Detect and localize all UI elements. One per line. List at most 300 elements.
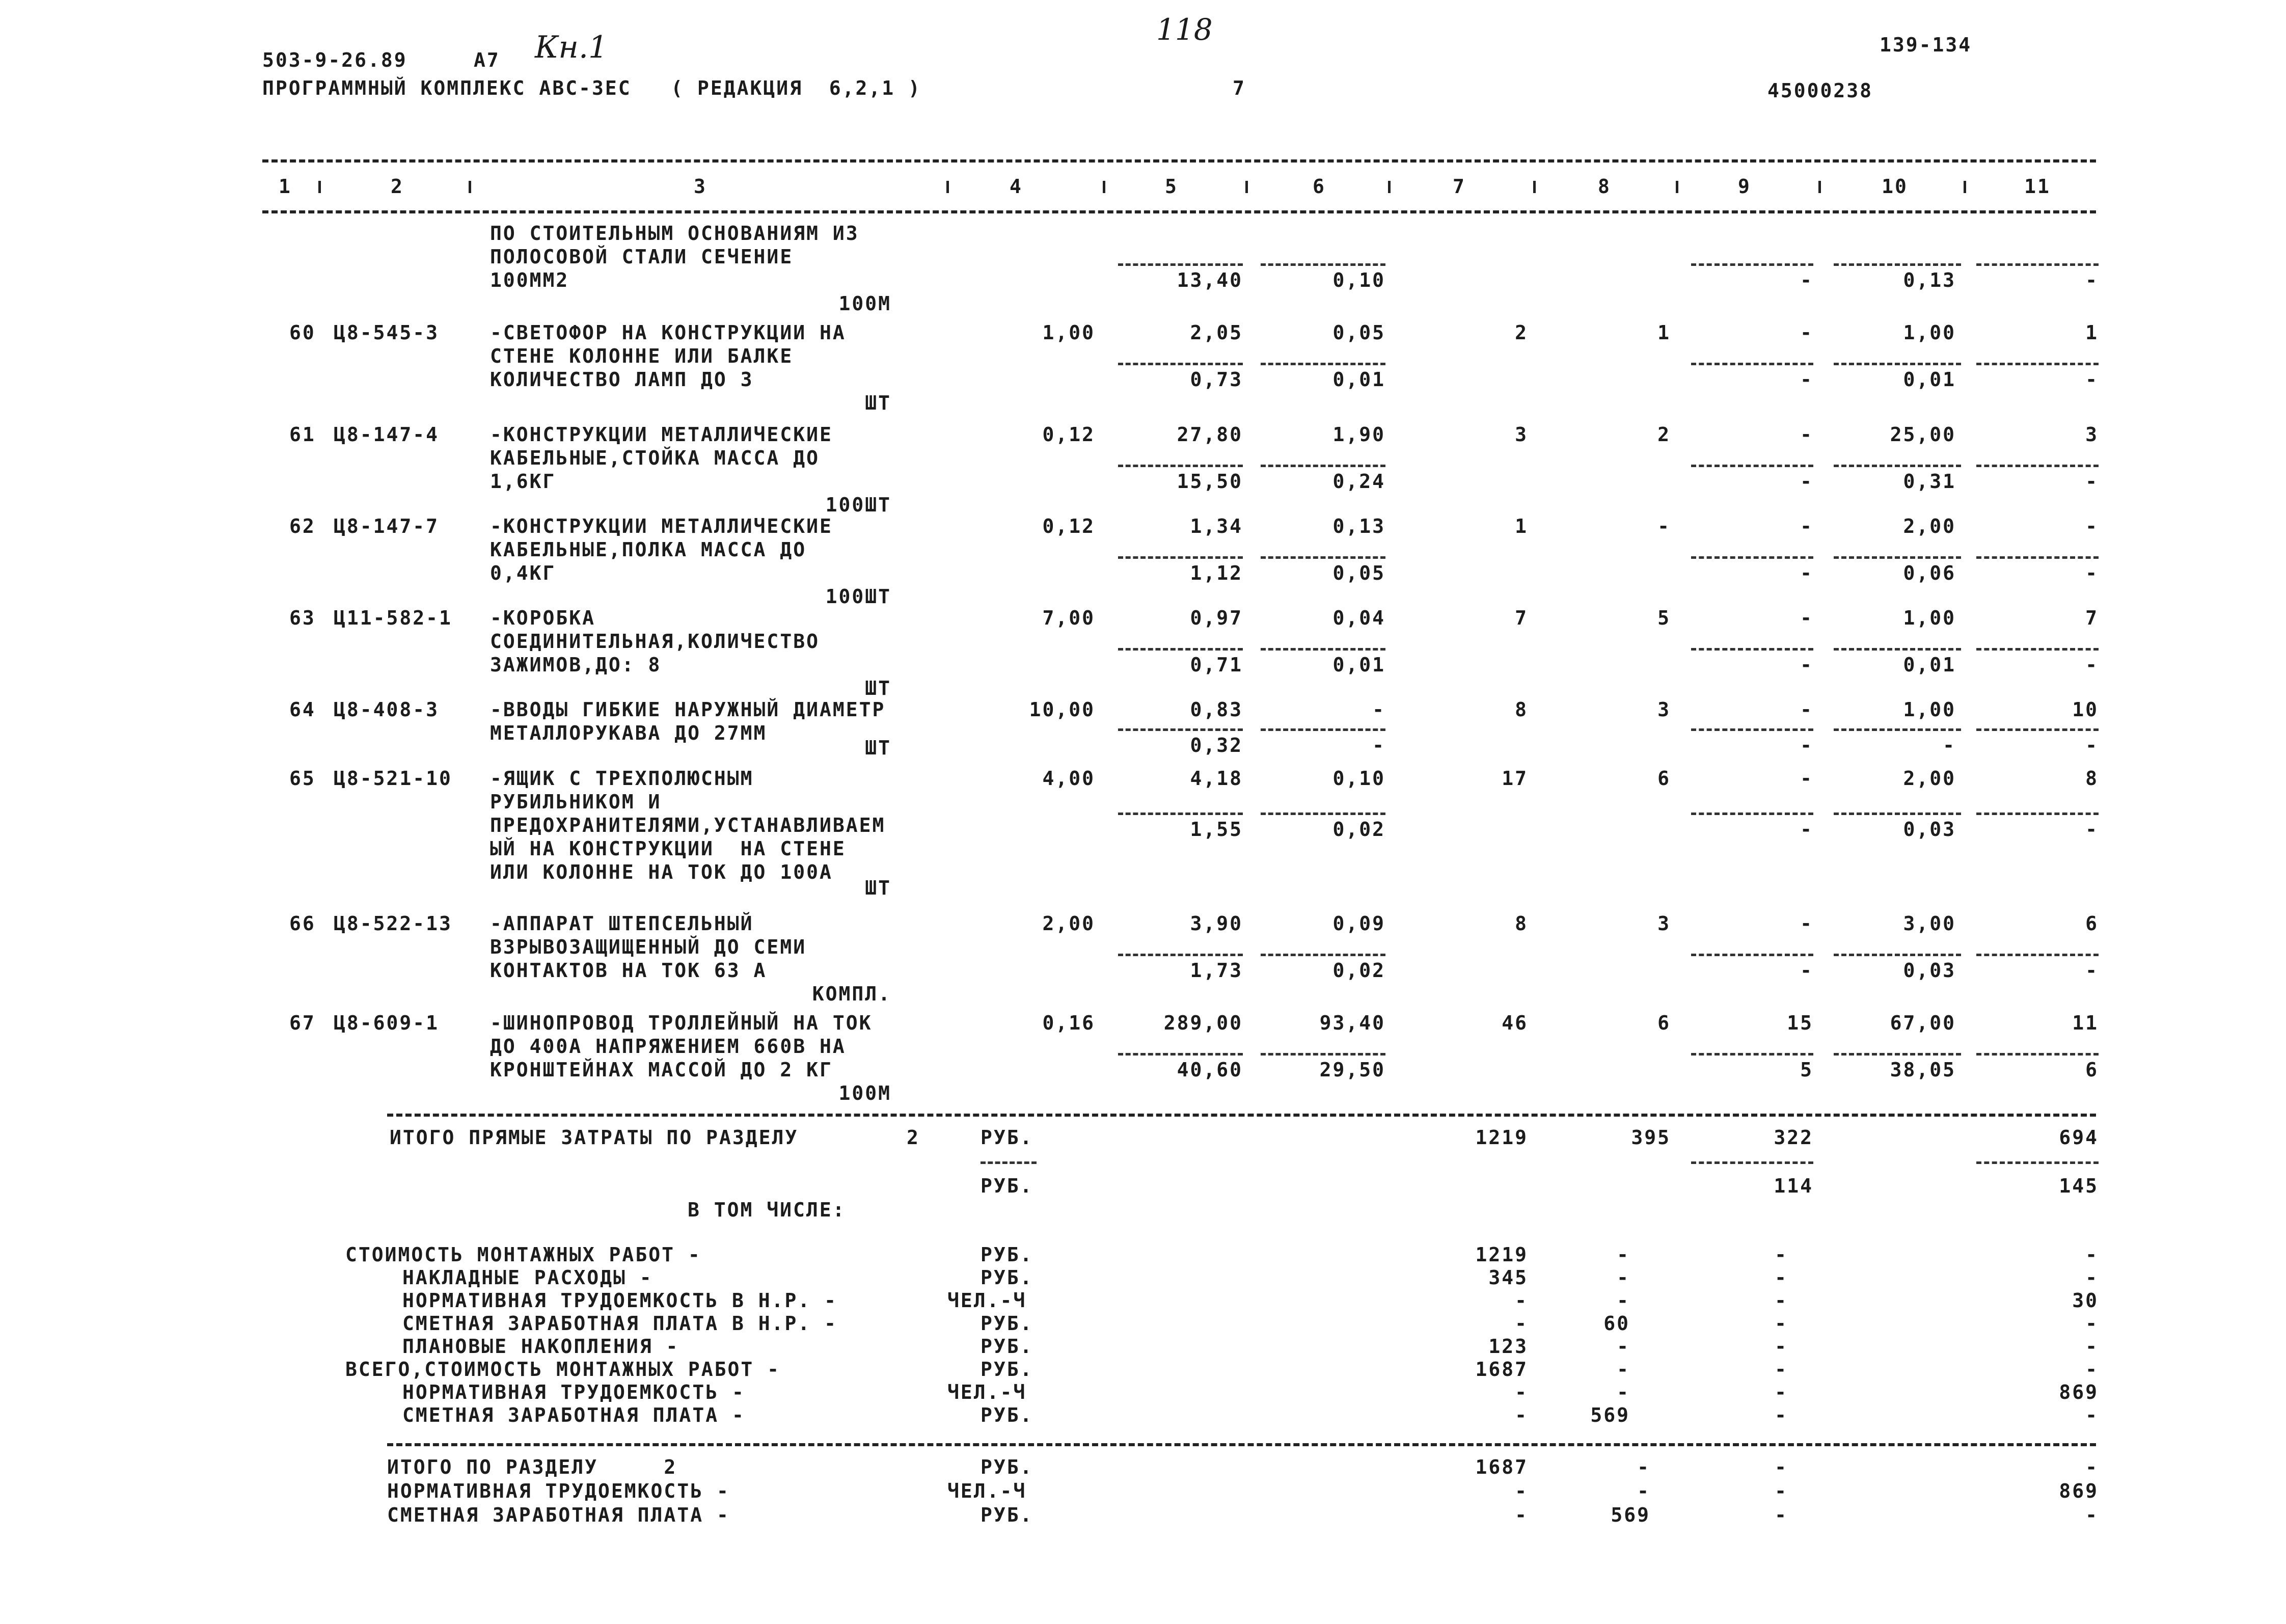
breakdown-col9: - xyxy=(1775,1266,1788,1289)
row-col8: - xyxy=(1657,515,1671,537)
row-col11-salary: - xyxy=(2085,269,2099,291)
column-number: 8 xyxy=(1598,175,1611,198)
row-code: Ц8-147-7 xyxy=(334,515,440,537)
row-col5: 0,83 xyxy=(1190,698,1243,721)
row-col10-salary: 0,13 xyxy=(1903,269,1956,291)
row-code: Ц11-582-1 xyxy=(334,607,452,629)
breakdown-col7: - xyxy=(1515,1312,1528,1335)
breakdown-col11: - xyxy=(2085,1404,2099,1426)
row-col10-salary: 0,03 xyxy=(1903,959,1956,982)
breakdown-unit: РУБ. xyxy=(981,1266,1033,1289)
row-col10-salary: 0,01 xyxy=(1903,368,1956,391)
breakdown-col9: - xyxy=(1775,1404,1788,1426)
doc-id: 45000238 xyxy=(1767,79,1873,102)
row-description-line: 1,6КГ xyxy=(490,470,556,493)
row-description-line: ДО 400А НАПРЯЖЕНИЕМ 660В НА xyxy=(490,1035,846,1058)
section-total-unit: ЧЕЛ.-Ч xyxy=(947,1480,1027,1502)
breakdown-col8: - xyxy=(1617,1358,1630,1381)
value-separator xyxy=(1834,363,1961,365)
row-col9-salary: - xyxy=(1800,734,1813,756)
column-number: 1 xyxy=(279,175,292,198)
row-col8: 1 xyxy=(1657,321,1671,344)
breakdown-unit: ЧЕЛ.-Ч xyxy=(947,1381,1027,1403)
row-number: 60 xyxy=(289,321,316,344)
row-number: 61 xyxy=(289,423,316,446)
row-code: Ц8-522-13 xyxy=(334,912,452,935)
row-unit: ШТ xyxy=(865,677,891,699)
breakdown-col8: - xyxy=(1617,1335,1630,1358)
section-total-label: НОРМАТИВНАЯ ТРУДОЕМКОСТЬ - xyxy=(387,1480,730,1502)
value-separator xyxy=(1691,1053,1813,1055)
column-separator xyxy=(1533,181,1536,193)
breakdown-label: СТОИМОСТЬ МОНТАЖНЫХ РАБОТ - xyxy=(345,1243,701,1266)
breakdown-label: СМЕТНАЯ ЗАРАБОТНАЯ ПЛАТА - xyxy=(402,1404,745,1426)
value-separator xyxy=(1691,465,1813,467)
column-number: 9 xyxy=(1738,175,1751,198)
row-description-line: 0,4КГ xyxy=(490,562,556,584)
value-separator xyxy=(1261,465,1385,467)
breakdown-col11: - xyxy=(2085,1312,2099,1335)
row-col10-salary: - xyxy=(1943,734,1956,756)
value-separator xyxy=(1976,954,2099,956)
breakdown-col8: - xyxy=(1617,1289,1630,1312)
value-separator xyxy=(1118,728,1243,731)
value-separator xyxy=(1118,465,1243,467)
row-description-line: ПОЛОСОВОЙ СТАЛИ СЕЧЕНИЕ xyxy=(490,246,794,268)
breakdown-unit: РУБ. xyxy=(981,1335,1033,1358)
row-description-line: -КОНСТРУКЦИИ МЕТАЛЛИЧЕСКИЕ xyxy=(490,423,833,446)
row-col5: 4,18 xyxy=(1190,767,1243,790)
row-col6: 0,09 xyxy=(1332,912,1385,935)
doc-range: 139-134 xyxy=(1880,34,1972,56)
row-unit: ШТ xyxy=(865,877,891,899)
including-label: В ТОМ ЧИСЛЕ: xyxy=(688,1199,846,1221)
total-direct-col7: 1219 xyxy=(1475,1126,1528,1149)
row-number: 63 xyxy=(289,607,316,629)
row-col11: 10 xyxy=(2072,698,2099,721)
row-col5-salary: 0,71 xyxy=(1190,654,1243,676)
row-col5: 27,80 xyxy=(1177,423,1243,446)
column-separator xyxy=(1245,181,1248,193)
row-col5: 2,05 xyxy=(1190,321,1243,344)
section-total-col11: - xyxy=(2085,1504,2099,1526)
breakdown-col9: - xyxy=(1775,1312,1788,1335)
breakdown-col7: - xyxy=(1515,1289,1528,1312)
row-col10: 3,00 xyxy=(1903,912,1956,935)
section-total-col11: 869 xyxy=(2059,1480,2099,1502)
section-total-col8: - xyxy=(1637,1456,1650,1478)
value-separator xyxy=(1834,954,1961,956)
value-separator xyxy=(1691,954,1813,956)
value-separator xyxy=(1976,556,2099,559)
row-col7: 46 xyxy=(1502,1012,1528,1034)
row-description-line: 100ММ2 xyxy=(490,269,569,291)
row-col11-salary: - xyxy=(2085,654,2099,676)
row-description-line: ЫЙ НА КОНСТРУКЦИИ НА СТЕНЕ xyxy=(490,837,846,860)
total-direct-label: ИТОГО ПРЯМЫЕ ЗАТРАТЫ ПО РАЗДЕЛУ xyxy=(390,1126,799,1149)
row-col11-salary: - xyxy=(2085,959,2099,982)
row-description-line: ИЛИ КОЛОННЕ НА ТОК ДО 100А xyxy=(490,861,833,883)
section-total-col7: - xyxy=(1515,1504,1528,1526)
row-col5-salary: 0,32 xyxy=(1190,734,1243,756)
row-quantity: 2,00 xyxy=(1042,912,1095,935)
row-description-line: -ВВОДЫ ГИБКИЕ НАРУЖНЫЙ ДИАМЕТР xyxy=(490,698,886,721)
row-description-line: -КОНСТРУКЦИИ МЕТАЛЛИЧЕСКИЕ xyxy=(490,515,833,537)
row-col11: 6 xyxy=(2085,912,2099,935)
row-col6-salary: 0,24 xyxy=(1332,470,1385,493)
sheet-label: А7 xyxy=(474,49,500,71)
row-quantity: 10,00 xyxy=(1029,698,1095,721)
value-separator xyxy=(981,1161,1037,1164)
value-separator xyxy=(1261,813,1385,815)
row-col6-salary: 0,01 xyxy=(1332,654,1385,676)
row-col5-salary: 40,60 xyxy=(1177,1059,1243,1081)
column-number: 2 xyxy=(391,175,404,198)
value-separator xyxy=(1691,263,1813,266)
total-direct-col11: 694 xyxy=(2059,1126,2099,1149)
breakdown-label: ПЛАНОВЫЕ НАКОПЛЕНИЯ - xyxy=(402,1335,679,1358)
section-total-col8: - xyxy=(1637,1480,1650,1502)
total-direct-col9-salary: 114 xyxy=(1774,1175,1813,1197)
section-total-label: ИТОГО ПО РАЗДЕЛУ 2 xyxy=(387,1456,677,1478)
row-col10-salary: 0,03 xyxy=(1903,818,1956,841)
row-unit: ШТ xyxy=(865,737,891,759)
row-code: Ц8-545-3 xyxy=(334,321,440,344)
row-unit: ШТ xyxy=(865,392,891,414)
column-separator xyxy=(318,181,321,193)
row-col9: - xyxy=(1800,698,1813,721)
breakdown-unit: РУБ. xyxy=(981,1243,1033,1266)
value-separator xyxy=(1834,813,1961,815)
page-number: 7 xyxy=(1233,77,1246,99)
row-col10: 1,00 xyxy=(1903,321,1956,344)
value-separator xyxy=(1261,1053,1385,1055)
section-total-unit: РУБ. xyxy=(981,1456,1033,1478)
value-separator xyxy=(1691,728,1813,731)
row-col9: - xyxy=(1800,912,1813,935)
value-separator xyxy=(1261,954,1385,956)
row-col6: 0,10 xyxy=(1332,767,1385,790)
row-col5-salary: 0,73 xyxy=(1190,368,1243,391)
section-total-col8: 569 xyxy=(1611,1504,1650,1526)
row-col6: 0,04 xyxy=(1332,607,1385,629)
section-total-col9: - xyxy=(1775,1456,1788,1478)
row-col7: 7 xyxy=(1515,607,1528,629)
value-separator xyxy=(1118,363,1243,365)
total-direct-col9: 322 xyxy=(1774,1126,1813,1149)
value-separator xyxy=(1118,954,1243,956)
row-col8: 3 xyxy=(1657,698,1671,721)
row-description-line: КОНТАКТОВ НА ТОК 63 А xyxy=(490,959,767,982)
breakdown-col8: 569 xyxy=(1590,1404,1630,1426)
section-total-rule xyxy=(387,1443,2096,1446)
value-separator xyxy=(1691,648,1813,651)
value-separator xyxy=(1261,263,1385,266)
breakdown-col8: - xyxy=(1617,1266,1630,1289)
row-description-line: -ШИНОПРОВОД ТРОЛЛЕЙНЫЙ НА ТОК xyxy=(490,1012,873,1034)
column-number: 3 xyxy=(694,175,707,198)
row-quantity: 0,16 xyxy=(1042,1012,1095,1034)
value-separator xyxy=(1976,1053,2099,1055)
row-col6: - xyxy=(1372,698,1385,721)
value-separator xyxy=(1691,1161,1813,1164)
row-col11: 3 xyxy=(2085,423,2099,446)
row-col9-salary: - xyxy=(1800,818,1813,841)
row-unit: 100ШТ xyxy=(825,494,891,516)
row-number: 62 xyxy=(289,515,316,537)
value-separator xyxy=(1976,728,2099,731)
column-number: 11 xyxy=(2024,175,2051,198)
section-total-col11: - xyxy=(2085,1456,2099,1478)
row-col11: 11 xyxy=(2072,1012,2099,1034)
row-number: 64 xyxy=(289,698,316,721)
row-description-line: ПО СТОИТЕЛЬНЫМ ОСНОВАНИЯМ ИЗ xyxy=(490,222,859,245)
row-col5-salary: 15,50 xyxy=(1177,470,1243,493)
breakdown-col8: - xyxy=(1617,1381,1630,1403)
book-label: Кн.1 xyxy=(535,30,608,65)
breakdown-col7: 123 xyxy=(1488,1335,1528,1358)
breakdown-col9: - xyxy=(1775,1358,1788,1381)
row-col7: 17 xyxy=(1502,767,1528,790)
breakdown-col9: - xyxy=(1775,1289,1788,1312)
column-separator xyxy=(1103,181,1105,193)
row-col5: 0,97 xyxy=(1190,607,1243,629)
handwritten-page-number: 118 xyxy=(1156,12,1213,47)
row-col7: 1 xyxy=(1515,515,1528,537)
value-separator xyxy=(1976,363,2099,365)
row-description-line: КАБЕЛЬНЫЕ,ПОЛКА МАССА ДО xyxy=(490,538,807,561)
row-description-line: ЗАЖИМОВ,ДО: 8 xyxy=(490,654,662,676)
row-code: Ц8-521-10 xyxy=(334,767,452,790)
row-description-line: СТЕНЕ КОЛОННЕ ИЛИ БАЛКЕ xyxy=(490,345,794,367)
breakdown-unit: ЧЕЛ.-Ч xyxy=(947,1289,1027,1312)
row-col8: 2 xyxy=(1657,423,1671,446)
row-description-line: -СВЕТОФОР НА КОНСТРУКЦИИ НА xyxy=(490,321,846,344)
value-separator xyxy=(1976,1161,2099,1164)
row-col5-salary: 1,73 xyxy=(1190,959,1243,982)
total-direct-col8: 395 xyxy=(1631,1126,1671,1149)
row-description-line: -ЯЩИК С ТРЕХПОЛЮСНЫМ xyxy=(490,767,754,790)
total-direct-unit: РУБ. xyxy=(981,1126,1033,1149)
value-separator xyxy=(1834,648,1961,651)
row-col6: 0,05 xyxy=(1332,321,1385,344)
value-separator xyxy=(1834,556,1961,559)
row-col8: 6 xyxy=(1657,767,1671,790)
section-total-col9: - xyxy=(1775,1504,1788,1526)
row-description-line: МЕТАЛЛОРУКАВА ДО 27ММ xyxy=(490,722,767,744)
value-separator xyxy=(1834,465,1961,467)
breakdown-col7: - xyxy=(1515,1381,1528,1403)
column-separator xyxy=(1964,181,1966,193)
value-separator xyxy=(1118,263,1243,266)
row-col7: 3 xyxy=(1515,423,1528,446)
total-direct-unit-salary: РУБ. xyxy=(981,1175,1033,1197)
row-quantity: 0,12 xyxy=(1042,423,1095,446)
value-separator xyxy=(1834,1053,1961,1055)
row-code: Ц8-609-1 xyxy=(334,1012,440,1034)
doc-code: 503-9-26.89 xyxy=(262,49,407,71)
row-col11-salary: - xyxy=(2085,818,2099,841)
breakdown-col11: - xyxy=(2085,1358,2099,1381)
value-separator xyxy=(1834,728,1961,731)
value-separator xyxy=(1261,728,1385,731)
breakdown-label: НОРМАТИВНАЯ ТРУДОЕМКОСТЬ В Н.Р. - xyxy=(402,1289,837,1312)
row-col9-salary: - xyxy=(1800,470,1813,493)
column-number: 4 xyxy=(1010,175,1023,198)
row-col8: 3 xyxy=(1657,912,1671,935)
row-col6: 93,40 xyxy=(1319,1012,1385,1034)
breakdown-label: СМЕТНАЯ ЗАРАБОТНАЯ ПЛАТА В Н.Р. - xyxy=(402,1312,837,1335)
value-separator xyxy=(1118,648,1243,651)
row-col6: 1,90 xyxy=(1332,423,1385,446)
column-separator xyxy=(1676,181,1678,193)
row-col5: 3,90 xyxy=(1190,912,1243,935)
column-number: 5 xyxy=(1165,175,1178,198)
value-separator xyxy=(1976,813,2099,815)
row-col7: 2 xyxy=(1515,321,1528,344)
row-col5-salary: 1,12 xyxy=(1190,562,1243,584)
row-col6-salary: 0,01 xyxy=(1332,368,1385,391)
row-col5-salary: 1,55 xyxy=(1190,818,1243,841)
row-col9-salary: - xyxy=(1800,368,1813,391)
breakdown-col11: 30 xyxy=(2072,1289,2099,1312)
value-separator xyxy=(1118,813,1243,815)
row-description-line: -АППАРАТ ШТЕПСЕЛЬНЫЙ xyxy=(490,912,754,935)
row-description-line: СОЕДИНИТЕЛЬНАЯ,КОЛИЧЕСТВО xyxy=(490,630,820,653)
column-separator xyxy=(1818,181,1821,193)
row-col10: 67,00 xyxy=(1890,1012,1956,1034)
section-total-unit: РУБ. xyxy=(981,1504,1033,1526)
column-number: 10 xyxy=(1882,175,1908,198)
breakdown-col7: - xyxy=(1515,1404,1528,1426)
value-separator xyxy=(1691,363,1813,365)
row-quantity: 4,00 xyxy=(1042,767,1095,790)
value-separator xyxy=(1691,556,1813,559)
column-separator xyxy=(1388,181,1391,193)
breakdown-col7: 345 xyxy=(1488,1266,1528,1289)
breakdown-unit: РУБ. xyxy=(981,1312,1033,1335)
row-unit: 100ШТ xyxy=(825,585,891,608)
breakdown-col9: - xyxy=(1775,1381,1788,1403)
row-unit: 100М xyxy=(838,1082,891,1104)
row-col9-salary: 5 xyxy=(1800,1059,1813,1081)
row-quantity: 7,00 xyxy=(1042,607,1095,629)
breakdown-label: НОРМАТИВНАЯ ТРУДОЕМКОСТЬ - xyxy=(402,1381,745,1403)
row-col9: 15 xyxy=(1787,1012,1813,1034)
table-top-rule xyxy=(262,159,2096,163)
section-total-col7: - xyxy=(1515,1480,1528,1502)
value-separator xyxy=(1261,556,1385,559)
column-number: 7 xyxy=(1453,175,1466,198)
row-col10: 2,00 xyxy=(1903,515,1956,537)
breakdown-col11: - xyxy=(2085,1243,2099,1266)
row-col10-salary: 0,01 xyxy=(1903,654,1956,676)
breakdown-col9: - xyxy=(1775,1243,1788,1266)
row-col9-salary: - xyxy=(1800,654,1813,676)
row-col5: 289,00 xyxy=(1163,1012,1243,1034)
row-col9: - xyxy=(1800,321,1813,344)
value-separator xyxy=(1691,813,1813,815)
row-description-line: РУБИЛЬНИКОМ И xyxy=(490,791,662,813)
row-col6-salary: 0,02 xyxy=(1332,818,1385,841)
row-description-line: -КОРОБКА xyxy=(490,607,596,629)
row-unit: 100М xyxy=(838,292,891,315)
value-separator xyxy=(1261,648,1385,651)
rows-bottom-rule xyxy=(387,1114,2096,1117)
row-col10: 25,00 xyxy=(1890,423,1956,446)
row-description-line: ПРЕДОХРАНИТЕЛЯМИ,УСТАНАВЛИВАЕМ xyxy=(490,814,886,836)
row-col9: - xyxy=(1800,515,1813,537)
breakdown-col8: 60 xyxy=(1603,1312,1630,1335)
row-col11: 1 xyxy=(2085,321,2099,344)
row-col11-salary: - xyxy=(2085,734,2099,756)
row-col6: 0,13 xyxy=(1332,515,1385,537)
breakdown-unit: РУБ. xyxy=(981,1404,1033,1426)
row-col6-salary: 29,50 xyxy=(1319,1059,1385,1081)
row-col11-salary: 6 xyxy=(2085,1059,2099,1081)
value-separator xyxy=(1118,556,1243,559)
header-bottom-rule xyxy=(262,210,2096,213)
row-number: 67 xyxy=(289,1012,316,1034)
row-col7: 8 xyxy=(1515,698,1528,721)
total-direct-col11-salary: 145 xyxy=(2059,1175,2099,1197)
breakdown-col7: 1219 xyxy=(1475,1243,1528,1266)
total-direct-section: 2 xyxy=(907,1126,920,1149)
row-col9-salary: - xyxy=(1800,562,1813,584)
column-number: 6 xyxy=(1313,175,1326,198)
row-col10: 2,00 xyxy=(1903,767,1956,790)
row-col11: 8 xyxy=(2085,767,2099,790)
value-separator xyxy=(1261,363,1385,365)
row-col10-salary: 0,31 xyxy=(1903,470,1956,493)
row-col5: 1,34 xyxy=(1190,515,1243,537)
row-col6-salary: 0,10 xyxy=(1332,269,1385,291)
row-col5-salary: 13,40 xyxy=(1177,269,1243,291)
value-separator xyxy=(1976,465,2099,467)
row-col8: 5 xyxy=(1657,607,1671,629)
row-col9-salary: - xyxy=(1800,269,1813,291)
row-col9: - xyxy=(1800,423,1813,446)
breakdown-col11: - xyxy=(2085,1266,2099,1289)
breakdown-unit: РУБ. xyxy=(981,1358,1033,1381)
column-separator xyxy=(946,181,949,193)
breakdown-col7: 1687 xyxy=(1475,1358,1528,1381)
row-col9: - xyxy=(1800,607,1813,629)
section-total-col7: 1687 xyxy=(1475,1456,1528,1478)
breakdown-col11: - xyxy=(2085,1335,2099,1358)
row-quantity: 1,00 xyxy=(1042,321,1095,344)
section-total-label: СМЕТНАЯ ЗАРАБОТНАЯ ПЛАТА - xyxy=(387,1504,730,1526)
row-col8: 6 xyxy=(1657,1012,1671,1034)
row-col9-salary: - xyxy=(1800,959,1813,982)
breakdown-label: НАКЛАДНЫЕ РАСХОДЫ - xyxy=(402,1266,653,1289)
section-total-col9: - xyxy=(1775,1480,1788,1502)
row-col11-salary: - xyxy=(2085,368,2099,391)
value-separator xyxy=(1976,263,2099,266)
program-title: ПРОГРАММНЫЙ КОМПЛЕКС АВС-3ЕС ( РЕДАКЦИЯ 6,2,1 ) xyxy=(262,77,921,99)
breakdown-col11: 869 xyxy=(2059,1381,2099,1403)
row-col11: - xyxy=(2085,515,2099,537)
value-separator xyxy=(1976,648,2099,651)
value-separator xyxy=(1118,1053,1243,1055)
row-unit: КОМПЛ. xyxy=(812,983,891,1005)
row-col9: - xyxy=(1800,767,1813,790)
row-col11: 7 xyxy=(2085,607,2099,629)
row-col10-salary: 0,06 xyxy=(1903,562,1956,584)
row-quantity: 0,12 xyxy=(1042,515,1095,537)
row-code: Ц8-147-4 xyxy=(334,423,440,446)
row-description-line: КРОНШТЕЙНАХ МАССОЙ ДО 2 КГ xyxy=(490,1059,833,1081)
